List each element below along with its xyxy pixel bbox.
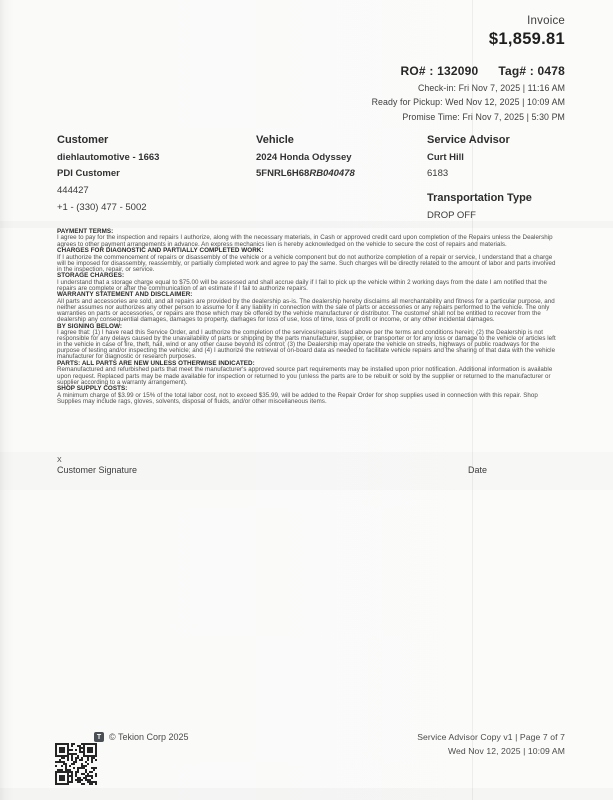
customer-name: diehlautomotive - 1663 — [57, 152, 160, 163]
terms-body: If I authorize the commencement of repairs or disassembly of the vehicle or a vehicle component but do not authorize completion of a repair or service, I understand that a charge will be imposed for disassembly, reassembly, or partially completed work and agree to pay the same. Such charges will be directly related to the amount of labor and parts involved in the inspection, repair, or service. — [57, 253, 556, 273]
transportation-type-value: DROP OFF — [427, 209, 476, 221]
terms-body: I agree to pay for the inspection and repairs I authorize, along with the necessary materials, in Cash or approved credit card upon completion of the Repairs unless the Dealership agrees to other payment arrangements in advance. An express mechanics lien is hereby acknowledged on the vehicle to secure the cost of repairs and materials. — [57, 234, 553, 248]
signature-labels-row — [57, 465, 559, 475]
terms-section-warranty — [57, 292, 559, 323]
customer-signature-label: Customer Signature — [57, 465, 138, 475]
terms-section-by-signing — [57, 324, 559, 361]
customer-id: 444427 — [57, 184, 89, 196]
terms-section-parts — [57, 361, 559, 386]
signature-x-mark: X — [57, 457, 62, 464]
terms-heading: PAYMENT TERMS: — [57, 228, 114, 235]
promise-time: Promise Time: Fri Nov 7, 2025 | 5:30 PM — [402, 111, 565, 122]
vehicle-heading: Vehicle — [256, 134, 294, 146]
terms-heading: SHOP SUPPLY COSTS: — [57, 385, 128, 393]
vehicle-vin — [256, 168, 355, 179]
qr-code — [55, 743, 97, 785]
service-advisor-section — [427, 134, 532, 225]
vin-prefix: 5FNRL6H68 — [256, 167, 310, 179]
terms-section-shop-supply — [57, 386, 559, 405]
copy-page-info: Service Advisor Copy v1 | Page 7 of 7 — [417, 732, 565, 742]
vin-suffix: RB040478 — [309, 167, 355, 179]
customer-phone: +1 - (330) 477 - 5002 — [57, 201, 147, 213]
terms-body: I agree that: (1) I have read this Service Order, and I authorize the completion of the services/repairs listed above per the terms and conditions herein; (2) the Dealership is not responsible for any delays caused by the unavailability of parts or shipping by the parts manufacturer, supplier, or transporter or for any loss or damage to the vehicle or articles left in the vehicle in case of fire, theft, hail, wind or any other cause beyond its control; (3) the Dealership may operate the vehicle on streets, highways or public roadways for the purpose of testing and/or inspecting the vehicle; and (4) I authorize the retrieval of on-board data as needed to facilitate vehicle repairs and the sharing of that data with the vehicle manufacturer for diagnostic or research purposes. — [57, 329, 556, 361]
checkin-time: Check-in: Fri Nov 7, 2025 | 11:16 AM — [417, 82, 565, 93]
terms-section-payment — [57, 229, 559, 248]
customer-type: PDI Customer — [57, 167, 120, 179]
terms-body: I understand that a storage charge equal to $75.00 will be assessed and shall accrue daily if I fail to pick up the vehicle within 2 working days from the date I am notified that the repairs are complete or after the communication of an estimate if I fail to authorize repairs. — [57, 278, 547, 292]
invoice-title: Invoice — [527, 15, 565, 27]
ready-for-pickup-time: Ready for Pickup: Wed Nov 12, 2025 | 10:09 AM — [371, 97, 565, 107]
copyright-text: © Tekion Corp 2025 — [109, 732, 189, 742]
terms-heading: CHARGES FOR DIAGNOSTIC AND PARTIALLY COMPLETED WORK: — [57, 247, 264, 255]
terms-and-conditions — [57, 229, 559, 405]
print-timestamp: Wed Nov 12, 2025 | 10:09 AM — [447, 745, 565, 756]
terms-heading: PARTS: ALL PARTS ARE NEW UNLESS OTHERWISE INDICATED: — [57, 360, 255, 368]
service-advisor-id: 6183 — [427, 167, 449, 179]
customer-section — [57, 134, 159, 217]
transportation-type-heading: Transportation Type — [427, 191, 532, 204]
service-advisor-heading: Service Advisor — [427, 134, 510, 146]
signature-block — [57, 457, 559, 475]
ro-number: RO# : 132090 — [400, 64, 479, 78]
tekion-logo-icon: T — [94, 732, 104, 742]
vehicle-section — [256, 134, 355, 183]
footer-right — [417, 732, 565, 759]
invoice-header — [372, 15, 565, 122]
terms-section-diagnostic-charges — [57, 248, 559, 273]
scan-artifact-band — [0, 788, 613, 800]
terms-heading: BY SIGNING BELOW: — [57, 322, 122, 330]
customer-heading: Customer — [57, 134, 109, 146]
ro-tag-line — [372, 64, 565, 78]
terms-body: A minimum charge of $3.99 or 15% of the total labor cost, not to exceed $35.99, will be added to the Repair Order for shop supplies used in connection with this repair. Shop Supplies may include rags, gloves, solvents, disposal of fluids, and/or other miscellaneous items. — [57, 391, 538, 405]
terms-body: Remanufactured and refurbished parts that meet the manufacturer's approved source part requirements may be installed upon prior notification. Additional information is available upon request. Replaced parts may be made available for inspection or returned to you (unless the parts are to be rebuilt or sold by the supplier or returned to the manufacturer or supplier according to a warranty arrangement). — [57, 366, 553, 386]
transportation-type-section — [427, 192, 532, 221]
date-label: Date — [467, 465, 487, 475]
terms-heading: STORAGE CHARGES: — [57, 272, 125, 280]
service-advisor-name: Curt Hill — [427, 152, 464, 163]
terms-body: All parts and accessories are sold, and all repairs are provided by the dealership as-is. The dealership hereby disclaims all merchantability and fitness for a particular purpose, and neither assumes nor authorizes any other person to assume for it any liability in connection with the sale of parts or accessories or any repairs performed to the vehicle. The only warranties on parts or accessories, or repairs are those which may be offered by the vehicle manufacturer or distributor. The customer shall not be entitled to recover from the dealership any consequential damages, damages to property, damages for loss of use, loss of time, loss of profit or income, or any other incidental damages. — [57, 297, 555, 324]
tag-number: Tag# : 0478 — [498, 64, 565, 78]
terms-heading: WARRANTY STATEMENT AND DISCLAIMER: — [57, 291, 193, 299]
vehicle-model: 2024 Honda Odyssey — [256, 152, 352, 163]
footer-left — [94, 732, 189, 742]
terms-section-storage-charges — [57, 273, 559, 292]
invoice-total-amount: $1,859.81 — [488, 30, 565, 48]
